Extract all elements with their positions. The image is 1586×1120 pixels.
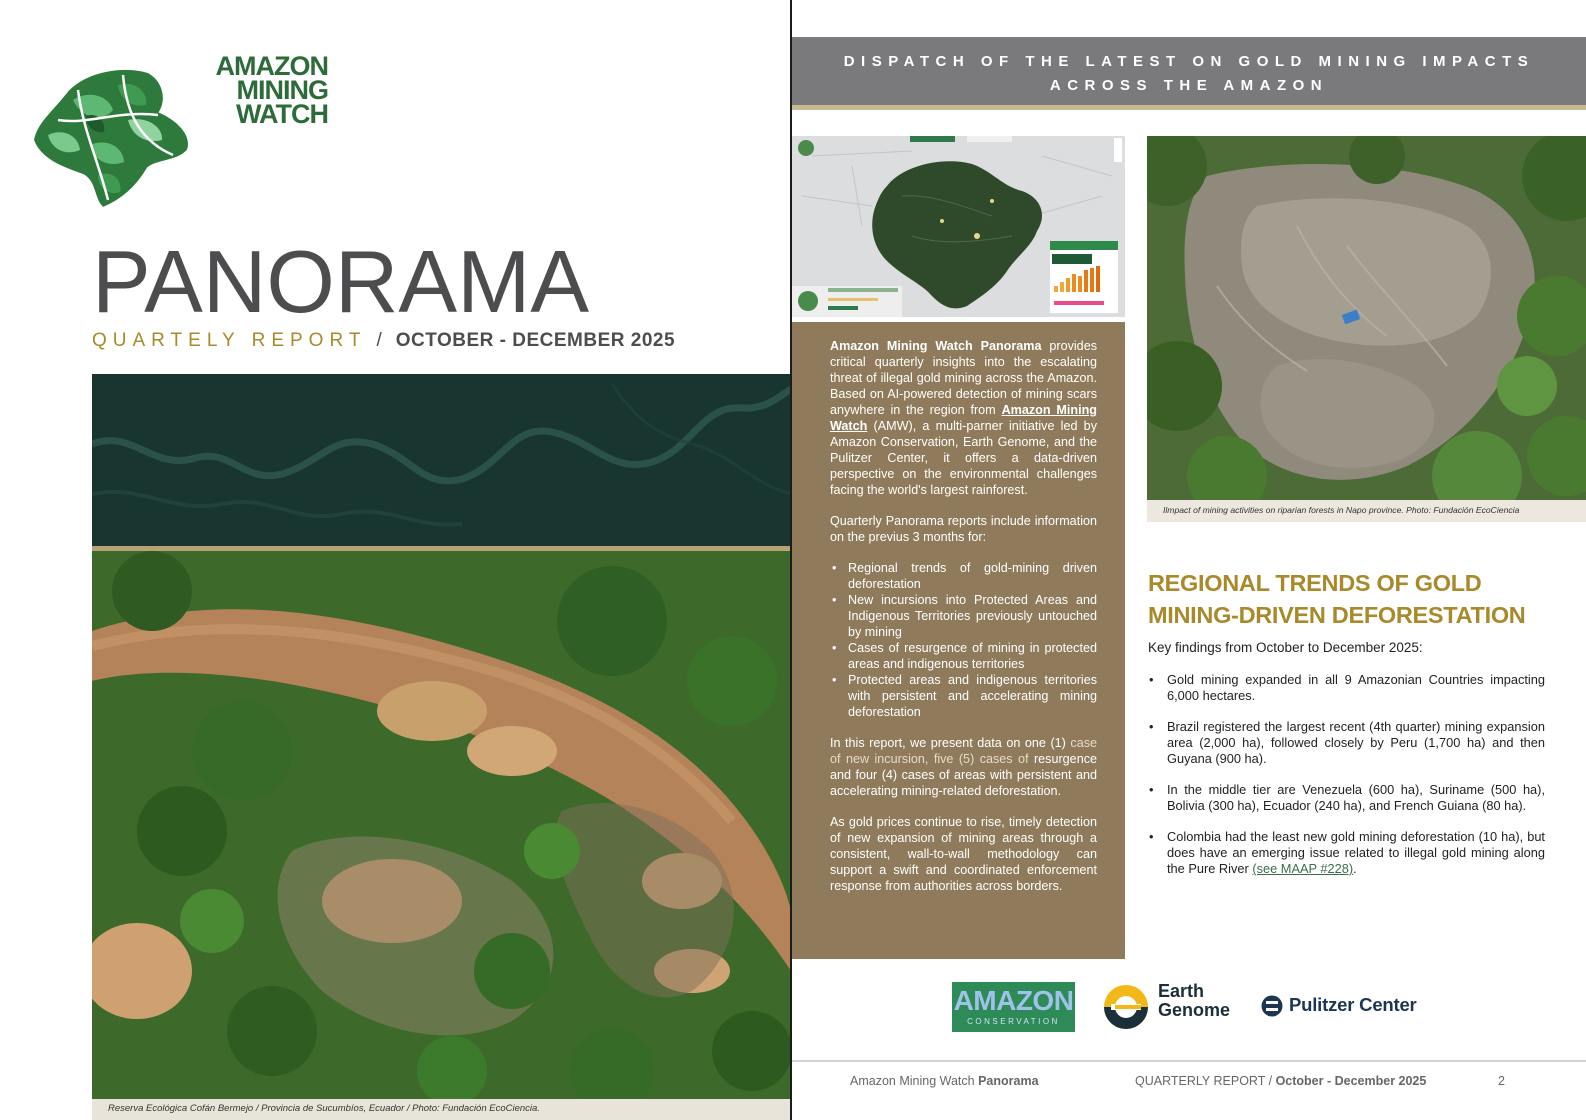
section-title-line-2: MINING-DRIVEN DEFORESTATION bbox=[1148, 602, 1526, 628]
report-page bbox=[792, 0, 1586, 1120]
section-title bbox=[1148, 567, 1578, 631]
intro-text-3a: In this report, we present data on one (1) bbox=[830, 736, 1071, 750]
ac-logo-word: AMAZON bbox=[953, 985, 1074, 1016]
eg-line-2: Genome bbox=[1158, 1000, 1231, 1020]
list-item bbox=[1148, 829, 1545, 877]
ac-logo-sub: CONSERVATION bbox=[967, 1017, 1060, 1026]
intro-bold-title: Amazon Mining Watch Panorama bbox=[830, 339, 1042, 353]
earth-genome-wordmark bbox=[1158, 982, 1230, 1020]
amazon-conservation-logo bbox=[952, 982, 1075, 1032]
pulitzer-center-icon bbox=[1261, 995, 1283, 1017]
footer-report bbox=[1135, 1074, 1426, 1088]
maap-228-link[interactable]: (see MAAP #228) bbox=[1252, 861, 1354, 876]
banner-line-2: ACROSS THE AMAZON bbox=[1049, 77, 1329, 94]
aerial-river-band-image bbox=[92, 374, 791, 546]
section-title-line-1: REGIONAL TRENDS OF GOLD bbox=[1148, 570, 1482, 596]
footer-brand-bold: Panorama bbox=[978, 1074, 1039, 1088]
amazon-mining-watch-logo bbox=[28, 50, 328, 215]
logo-line-3: WATCH bbox=[236, 99, 328, 129]
intro-paragraph-2: Quarterly Panorama reports include information on the previus 3 months for: bbox=[830, 514, 1097, 544]
list-item: • Brazil registered the largest recent (4th quarter) mining expansion area (2,000 ha), followed closely by Peru (1,700 ha) and then Guyana (900 ha). bbox=[1148, 719, 1545, 767]
cover-subtitle bbox=[92, 330, 675, 352]
intro-panel bbox=[792, 322, 1125, 959]
intro-text-3b: resurgence and four (4) cases of areas with persistent and accelerating mining-related deforestation. bbox=[830, 752, 1097, 798]
list-item: • In the middle tier are Venezuela (600 ha), Suriname (500 ha), Bolivia (300 ha), Ecuador (240 ha), and French Guiana (80 ha). bbox=[1148, 782, 1545, 814]
cover-forest-mining-photo bbox=[92, 551, 791, 1099]
eg-line-1: Earth bbox=[1158, 981, 1205, 1001]
list-item: • New incursions into Protected Areas and Indigenous Territories previously untouched by mining bbox=[830, 592, 1097, 640]
key-findings-intro: Key findings from October to December 2025: bbox=[1148, 640, 1423, 655]
subtitle-report-label: QUARTELY REPORT bbox=[92, 330, 367, 351]
finding-end: . bbox=[1353, 861, 1357, 876]
footer-report-label: QUARTERLY REPORT / bbox=[1135, 1074, 1273, 1088]
page-number: 2 bbox=[1498, 1074, 1505, 1088]
subtitle-separator: / bbox=[376, 330, 382, 351]
partner-logos bbox=[792, 978, 1586, 1038]
intro-bullet-list bbox=[830, 560, 1097, 720]
amazon-region-leaf-icon bbox=[28, 50, 198, 215]
list-item: • Gold mining expanded in all 9 Amazonian Countries impacting 6,000 hectares. bbox=[1148, 672, 1545, 704]
intro-text-1a: provides critical quarterly insights into the escalating threat of illegal gold mining across the Amazon. Based on AI-powered detection of mining scars anywhere in the region from bbox=[830, 339, 1097, 417]
cover-title: PANORAMA bbox=[92, 232, 590, 331]
list-item: • Protected areas and indigenous territories with persistent and accelerating mining deforestation bbox=[830, 672, 1097, 720]
footer-brand-text: Amazon Mining Watch bbox=[850, 1074, 975, 1088]
amw-link[interactable]: Amazon Mining Watch bbox=[830, 403, 1097, 433]
intro-paragraph-4: As gold prices continue to rise, timely detection of new expansion of mining areas through a consistent, wall-to-wall methodology can support a swift and coordinated enforcement response from authorities across borders. bbox=[830, 815, 1097, 893]
intro-text-1b: (AMW), a multi-parner initiative led by Amazon Conservation, Earth Genome, and the Pulitzer Center, it offers a data-driven perspective on the environmental challenges facing the world's largest rainforest. bbox=[830, 419, 1097, 497]
intro-paragraph-1 bbox=[830, 338, 1097, 498]
logo-line-2: MINING bbox=[236, 75, 328, 105]
list-item: • Cases of resurgence of mining in protected areas and indigenous territories bbox=[830, 640, 1097, 672]
footer-brand bbox=[850, 1074, 1039, 1088]
key-findings-list bbox=[1148, 672, 1545, 892]
intro-text-3-muted: case of new incursion, five (5) cases of bbox=[830, 736, 1097, 766]
list-item: • Regional trends of gold-mining driven deforestation bbox=[830, 560, 1097, 592]
intro-paragraph-3 bbox=[830, 735, 1097, 799]
amw-map-screenshot bbox=[792, 136, 1125, 317]
pulitzer-center-wordmark: Pulitzer Center bbox=[1289, 994, 1417, 1015]
riparian-mining-photo bbox=[1147, 136, 1586, 500]
cover-photo-caption: Reserva Ecológica Cofán Bermejo / Provincia de Sucumbíos, Ecuador / Photo: Fundación EcoCiencia. bbox=[92, 1099, 791, 1120]
cover-page bbox=[0, 0, 791, 1120]
logo-line-1: AMAZON bbox=[215, 51, 328, 81]
footer-rule bbox=[792, 1060, 1586, 1062]
earth-genome-icon bbox=[1103, 984, 1149, 1030]
footer-period: October - December 2025 bbox=[1275, 1074, 1427, 1088]
subtitle-period: OCTOBER - DECEMBER 2025 bbox=[395, 330, 676, 351]
banner-line-1: DISPATCH OF THE LATEST ON GOLD MINING IMPACTS bbox=[843, 53, 1535, 70]
banner-rule bbox=[792, 105, 1586, 110]
mine-photo-caption: Ilmpact of mining activities on riparian forests in Napo province. Photo: Fundación EcoCiencia bbox=[1147, 500, 1586, 522]
logo-wordmark bbox=[178, 51, 328, 129]
dispatch-banner bbox=[792, 37, 1586, 105]
finding-colombia-text: Colombia had the least new gold mining deforestation (10 ha), but does have an emerging issue related to illegal gold mining along the Pure River bbox=[1167, 829, 1545, 876]
